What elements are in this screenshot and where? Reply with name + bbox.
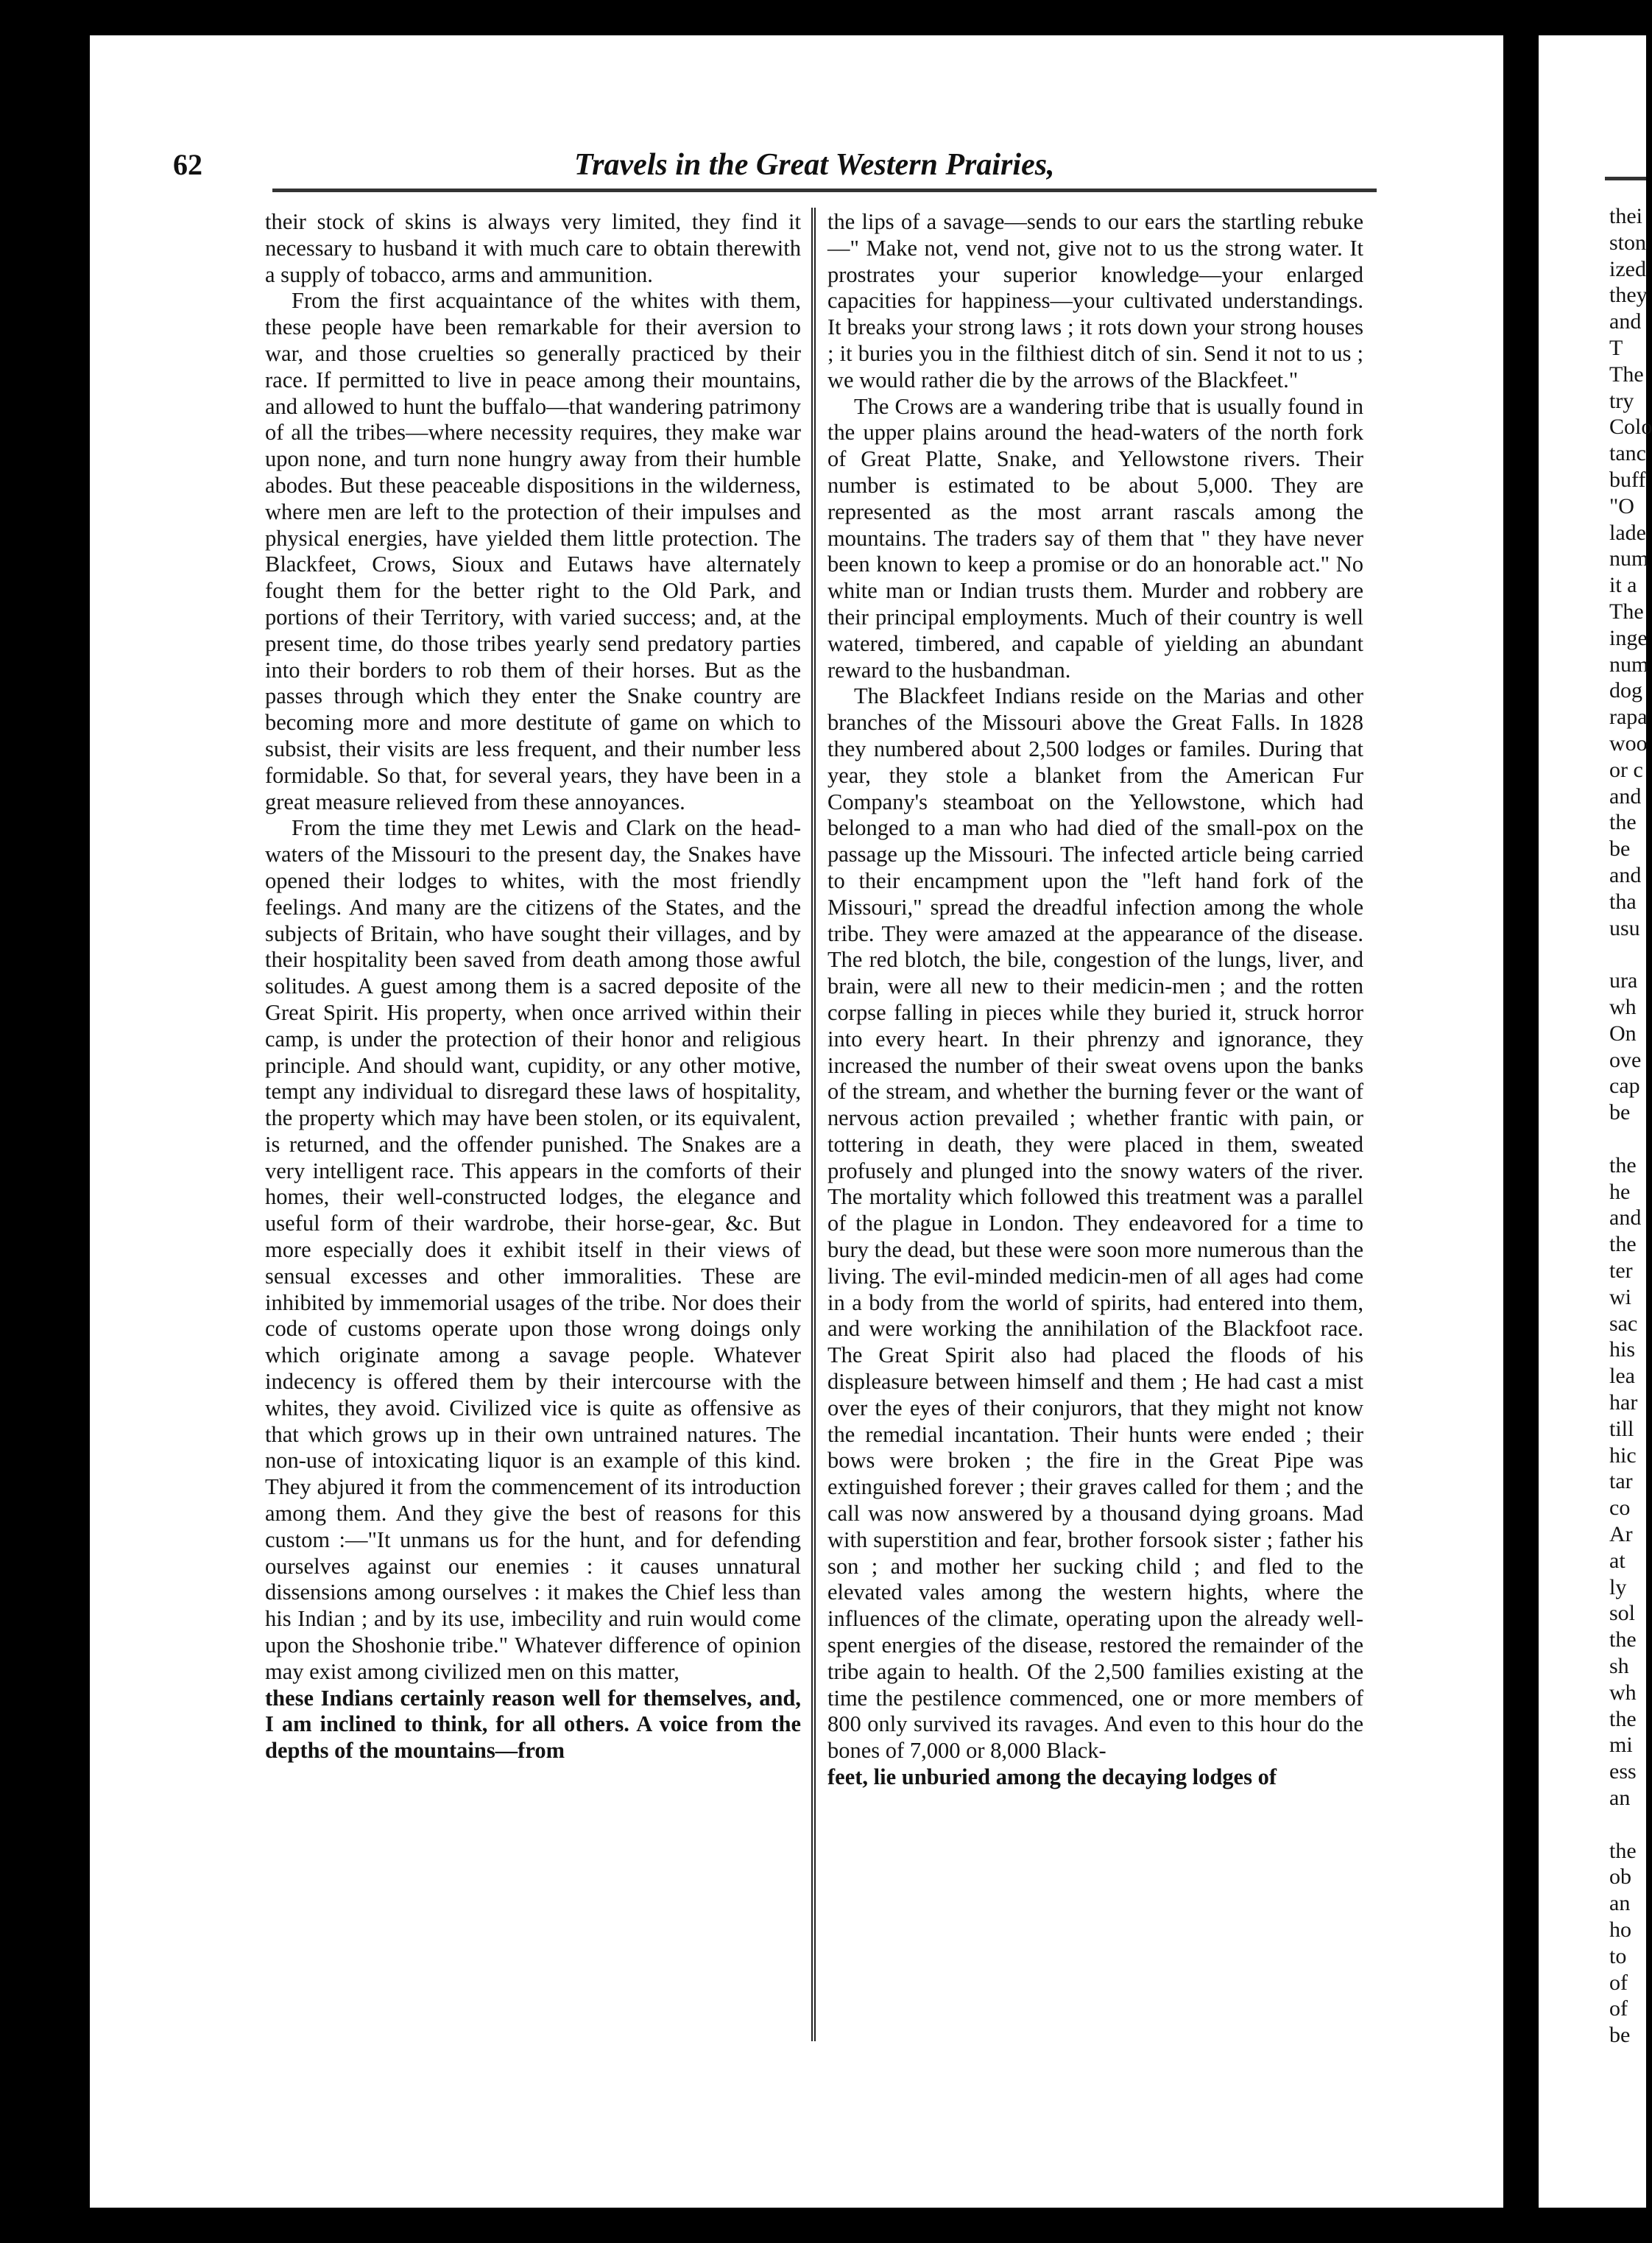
adjacent-page-fragment: buff (1609, 468, 1646, 492)
adjacent-page-fragment: sac (1609, 1311, 1638, 1336)
paragraph: From the time they met Lewis and Clark on the head-waters of the Missouri to the present day, the Snakes have opened their lodges to whites, with the most friendly feelings. And many are the citizens of the States, and the subjects of Britain, who have sought their villages, and by their hospitality been saved from death among those awful solitudes. A guest among them is a sacred deposite of the Great Spirit. His property, when once arrived within their camp, is under the protection of their honor and religious principle. And should want, cupidity, or any other motive, tempt any individual to disregard these laws of hospitality, the property which may have been stolen, or its equivalent, is returned, and the offender punished. The Snakes are a very intelligent race. This appears in the comforts of their homes, their well-constructed lodges, the elegance and useful form of their wardrobe, their horse-gear, &c. But more especially does it exhibit itself in their views of sensual excesses and other immoralities. These are inhibited by immemorial usages of the tribe. Nor does their code of customs operate upon those wrong doings only which originate among a savage people. Whatever indecency is offered them by their intercourse with the whites, they avoid. Civilized vice is quite as offensive as that which grows up in their own untrained natures. The non-use of intoxicating liquor is an example of this kind. They abjured it from the commencement of its introduction among them. And they give the best of reasons for this custom :—"It unmans us for the hunt, and for defending ourselves against our enemies : it causes unnatural dissensions among ourselves : it makes the Chief less than his Indian ; and by its use, imbecility and ruin would come upon the Shoshonie tribe." Whatever difference of opinion may exist among civilized men on this matter, (265, 815, 801, 1684)
adjacent-page-fragment: usu (1609, 915, 1640, 940)
adjacent-page-fragment: ura (1609, 968, 1638, 993)
adjacent-page-fragment: Ar (1609, 1522, 1633, 1546)
adjacent-page-fragment: rapa (1609, 705, 1648, 730)
adjacent-page-fragment: Colo (1609, 415, 1652, 440)
adjacent-page-fragment: to (1609, 1943, 1627, 1968)
adjacent-page-fragment: or c (1609, 757, 1643, 782)
adjacent-page-fragment: his (1609, 1337, 1636, 1362)
adjacent-page-fragment: tanc (1609, 441, 1646, 466)
header-rule (272, 189, 1377, 192)
adjacent-page-fragment: at (1609, 1548, 1625, 1573)
adjacent-page-fragment: dog (1609, 678, 1642, 703)
adjacent-page-fragment: and (1609, 1205, 1642, 1230)
adjacent-page-fragment: ho (1609, 1918, 1631, 1942)
paragraph-continuation: these Indians certainly reason well for themselves, and, I am inclined to think, for all others. A voice from the depths of the mountains—from (265, 1685, 801, 1764)
adjacent-page-fragment: cap (1609, 1074, 1640, 1099)
adjacent-page-fragment: be (1609, 1100, 1631, 1125)
adjacent-page-fragment: lade (1609, 520, 1646, 545)
adjacent-page-fragment: it a (1609, 573, 1637, 598)
adjacent-page-fragment: ob (1609, 1865, 1631, 1890)
adjacent-page-fragment: The (1609, 362, 1644, 387)
adjacent-page-fragment: ess (1609, 1759, 1637, 1784)
adjacent-page-fragment: try (1609, 388, 1634, 413)
adjacent-page-fragment: an (1609, 1786, 1631, 1810)
adjacent-page-fragment: and (1609, 863, 1642, 887)
adjacent-page-fragment: tar (1609, 1469, 1633, 1494)
running-title: Travels in the Great Western Prairies, (574, 148, 1055, 182)
left-column (265, 209, 801, 1764)
adjacent-page-fragment: the (1609, 1838, 1637, 1863)
adjacent-page-fragment: On (1609, 1021, 1637, 1046)
adjacent-page-fragment: be (1609, 2023, 1631, 2048)
adjacent-page-fragment: he (1609, 1179, 1631, 1204)
adjacent-page-fragment: ized (1609, 256, 1646, 281)
adjacent-page-fragment: lea (1609, 1364, 1635, 1389)
adjacent-page-fragment: num (1609, 652, 1649, 677)
adjacent-page-fragment: woo (1609, 731, 1648, 756)
paragraph: their stock of skins is always very limited, they find it necessary to husband it with much care to obtain therewith a supply of tobacco, arms and ammunition. (265, 209, 801, 287)
adjacent-page-fragment: be (1609, 837, 1631, 862)
adjacent-page-fragment: mi (1609, 1733, 1633, 1758)
adjacent-page-fragment: the (1609, 1627, 1637, 1652)
adjacent-page-fragment: ly (1609, 1574, 1627, 1599)
adjacent-page-fragment: thei (1609, 204, 1642, 228)
adjacent-page-fragment: and (1609, 309, 1642, 334)
adjacent-page-fragment: ove (1609, 1047, 1642, 1072)
adjacent-page-fragment: and (1609, 784, 1642, 809)
adjacent-page-fragment: the (1609, 1232, 1637, 1257)
adjacent-page-fragment: T (1609, 336, 1623, 360)
adjacent-page-fragment: sh (1609, 1654, 1629, 1678)
adjacent-page-header-rule (1605, 177, 1646, 180)
adjacent-page-fragment: the (1609, 810, 1637, 835)
adjacent-page-fragment: wh (1609, 1680, 1637, 1705)
adjacent-page-fragment: The (1609, 599, 1644, 624)
paragraph: The Crows are a wandering tribe that is usually found in the upper plains around the head-waters of the north fork of Great Platte, Snake, and Yellowstone rivers. Their number is estimated to be about 5,000. They are represented as the most arrant rascals among the mountains. The traders say of them that " they have never been known to keep a promise or do an honorable act." No white man or Indian trusts them. Murder and robbery are their principal employments. Much of their country is well watered, timbered, and capable of yielding an abundant reward to the husbandman. (827, 393, 1363, 683)
adjacent-page-fragment: co (1609, 1496, 1631, 1521)
adjacent-page-fragment: till (1609, 1416, 1634, 1441)
adjacent-page-fragment: har (1609, 1390, 1638, 1415)
adjacent-page-fragment: "O (1609, 493, 1634, 518)
adjacent-page-fragment: an (1609, 1891, 1631, 1916)
adjacent-page-fragment: they (1609, 283, 1648, 308)
adjacent-page-fragment: the (1609, 1706, 1637, 1731)
adjacent-page-fragment: of (1609, 1996, 1628, 2021)
paragraph: the lips of a savage—sends to our ears the startling rebuke—" Make not, vend not, give not to us the strong water. It prostrates your superior knowledge—your enlarged capacities for happiness—your cultivated understandings. It breaks your strong laws ; it rots down your strong houses ; it buries you in the filthiest ditch of sin. Send it not to us ; we would rather die by the arrows of the Blackfeet." (827, 209, 1363, 392)
right-column (827, 209, 1363, 1791)
adjacent-page-fragment: of (1609, 1970, 1628, 1995)
paragraph: The Blackfeet Indians reside on the Marias and other branches of the Missouri above the Great Falls. In 1828 they numbered about 2,500 lodges or familes. During that year, they stole a blanket from the American Fur Company's steamboat on the Yellowstone, which had belonged to a man who had died of the small-pox on the passage up the Missouri. The infected article being carried to their encampment upon the "left hand fork of the Missouri," spread the dreadful infection among the whole tribe. They were amazed at the appearance of the disease. The red blotch, the bile, congestion of the lungs, liver, and brain, were all new to their medicin-men ; and the rotten corpse falling in pieces while they buried it, struck horror into every heart. In their phrenzy and ignorance, they increased the number of their sweat ovens upon the banks of the stream, and whether the burning fever or the want of nervous action prevailed ; whether frantic with pain, or tottering in death, they were placed in them, sweated profusely and plunged into the snowy waters of the river. The mortality which followed this treatment was a parallel of the plague in London. They endeavored for a time to bury the dead, but these were soon more numerous than the living. The evil-minded medicin-men of all ages had come in a body from the world of spirits, had entered into them, and were working the annihilation of the Blackfoot race. The Great Spirit also had placed the floods of his displeasure between himself and them ; He had cast a mist over the eyes of their conjurors, that they might not know the remedial incantation. Their hunts were ended ; their bows were broken ; the fire in the Great Pipe was extinguished forever ; their graves called for them ; and the call was now answered by a thousand dying groans. Mad with superstition and fear, brother forsook sister ; father his son ; and mother her sucking child ; and fled to the elevated vales among the western hights, where the influences of the climate, operating upon the already well-spent energies of the disease, restored the remainder of the tribe again to health. Of the 2,500 families existing at the time the pestilence commenced, one or more members of 800 only survived its ravages. And even to this hour do the bones of 7,000 or 8,000 Black- (827, 683, 1363, 1764)
adjacent-page-fragment: tha (1609, 889, 1637, 914)
paragraph-continuation: feet, lie unburied among the decaying lodges of (827, 1764, 1277, 1790)
adjacent-page-fragment: wi (1609, 1284, 1631, 1309)
adjacent-page-fragment: hic (1609, 1443, 1637, 1468)
adjacent-page-fragment: ston (1609, 230, 1647, 255)
adjacent-page-fragment: the (1609, 1152, 1637, 1177)
paragraph: From the first acquaintance of the whites with them, these people have been remarkable for their aversion to war, and those cruelties so generally practiced by their race. If permitted to live in peace among their mountains, and allowed to hunt the buffalo—that wandering patrimony of all the tribes—where necessity requires, they make war upon none, and turn none hungry away from their humble abodes. But these peaceable dispositions in the wilderness, where men are left to the protection of their impulses and physical energies, have yielded them little protection. The Blackfeet, Crows, Sioux and Eutaws have alternately fought them for the better right to the Old Park, and portions of their Territory, with varied success; and, at the present time, do those tribes yearly send predatory parties into their borders to rob them of their horses. But as the passes through which they enter the Snake country are becoming more and more destitute of game on which to subsist, their visits are less frequent, and their number less formidable. So that, for several years, they have been in a great measure relieved from these annoyances. (265, 288, 801, 814)
adjacent-page-fragment: ter (1609, 1258, 1633, 1283)
adjacent-page-fragment: wh (1609, 995, 1637, 1019)
page-number: 62 (173, 148, 202, 181)
adjacent-page-fragment: num (1609, 546, 1649, 571)
column-divider (811, 208, 816, 2041)
adjacent-page-fragment: inge (1609, 625, 1648, 650)
adjacent-page-fragment: sol (1609, 1601, 1636, 1626)
